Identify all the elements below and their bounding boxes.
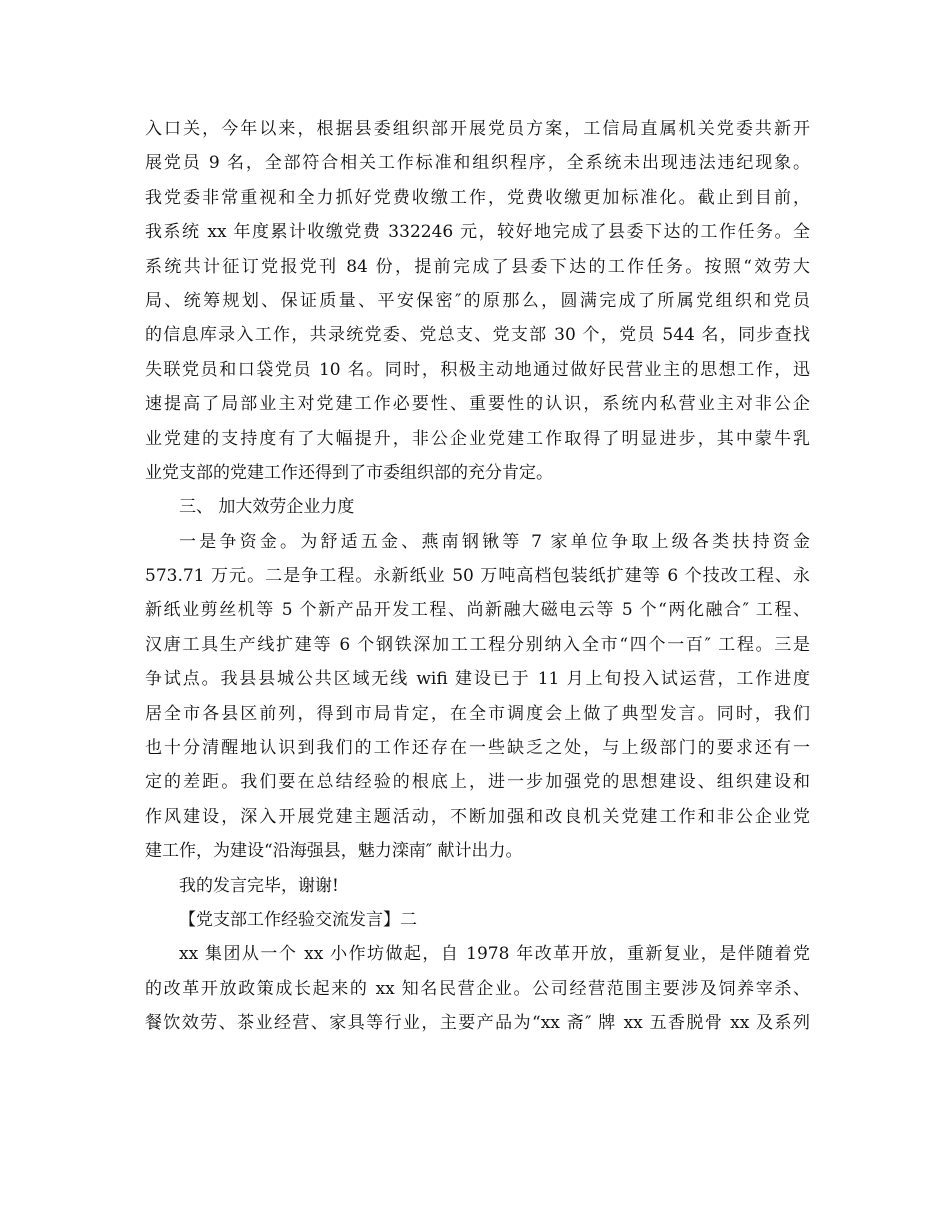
text-line: 作风建设，深入开展党建主题活动，不断加强和改良机关党建工作和非公企业党 [145,806,810,827]
text-line: 的信息库录入工作，共录统党委、党总支、党支部 30 个，党员 544 名，同步查找 [145,325,810,346]
text-line: 失联党员和口袋党员 10 名。同时，积极主动地通过做好民营业主的思想工作，迅 [145,359,810,380]
text-line: 餐饮效劳、茶业经营、家具等行业，主要产品为“xx 斋″ 牌 xx 五香脱骨 xx 及系列 [145,1013,810,1034]
text-line: 我系统 xx 年度累计收缴党费 332246 元，较好地完成了县委下达的工作任务。全 [145,222,810,243]
text-line: 定的差距。我们要在总结经验的根底上，进一步加强党的思想建设、组织建设和 [145,772,810,793]
text-line: 也十分清醒地认识到我们的工作还存在一些缺乏之处，与上级部门的要求还有一 [145,738,810,759]
text-line: 我的发言完毕，谢谢! [179,875,339,896]
text-line: 系统共计征订党报党刊 84 份，提前完成了县委下达的工作任务。按照“效劳大 [145,256,810,277]
section-heading: 三、 加大效劳企业力度 [179,497,355,518]
text-line: 一是争资金。为舒适五金、燕南钢锹等 7 家单位争取上级各类扶持资金 [179,531,810,552]
text-line: 业党支部的党建工作还得到了市委组织部的充分肯定。 [145,462,553,483]
text-line: 573.71 万元。二是争工程。永新纸业 50 万吨高档包装纸扩建等 6 个技改工程、永 [145,566,810,587]
document-body [145,112,810,1041]
text-line: 业党建的支持度有了大幅提升，非公企业党建工作取得了明显进步，其中蒙牛乳 [145,428,810,449]
text-line: 的改革开放政策成长起来的 xx 知名民营企业。公司经营范围主要涉及饲养宰杀、 [145,978,810,999]
text-line: 我党委非常重视和全力抓好党费收缴工作，党费收缴更加标准化。截止到目前， [145,187,810,208]
text-line: xx 集团从一个 xx 小作坊做起，自 1978 年改革开放，重新复业，是伴随着党 [179,944,810,965]
text-line: 汉唐工具生产线扩建等 6 个钢铁深加工工程分别纳入全市“四个一百″ 工程。三是 [145,634,810,655]
text-line: 局、统筹规划、保证质量、平安保密″的原那么，圆满完成了所属党组织和党员 [145,290,810,311]
text-line: 速提高了局部业主对党建工作必要性、重要性的认识，系统内私营业主对非公企 [145,394,810,415]
text-line: 新纸业剪丝机等 5 个新产品开发工程、尚新融大磁电云等 5 个“两化融合″ 工程、 [145,600,810,621]
text-line: 建工作，为建设“沿海强县，魅力滦南″ 献计出力。 [145,841,523,862]
text-line: 入口关，今年以来，根据县委组织部开展党员方案，工信局直属机关党委共新开 [145,119,810,139]
text-line: 展党员 9 名，全部符合相关工作标准和组织程序，全系统未出现违法违纪现象。 [145,153,810,174]
text-line: 争试点。我县县城公共区域无线 wifi 建设已于 11 月上旬投入试运营，工作进度 [145,669,810,690]
section-heading: 【党支部工作经验交流发言】二 [179,909,417,930]
text-line: 居全市各县区前列，得到市局肯定，在全市调度会上做了典型发言。同时，我们 [145,703,810,724]
